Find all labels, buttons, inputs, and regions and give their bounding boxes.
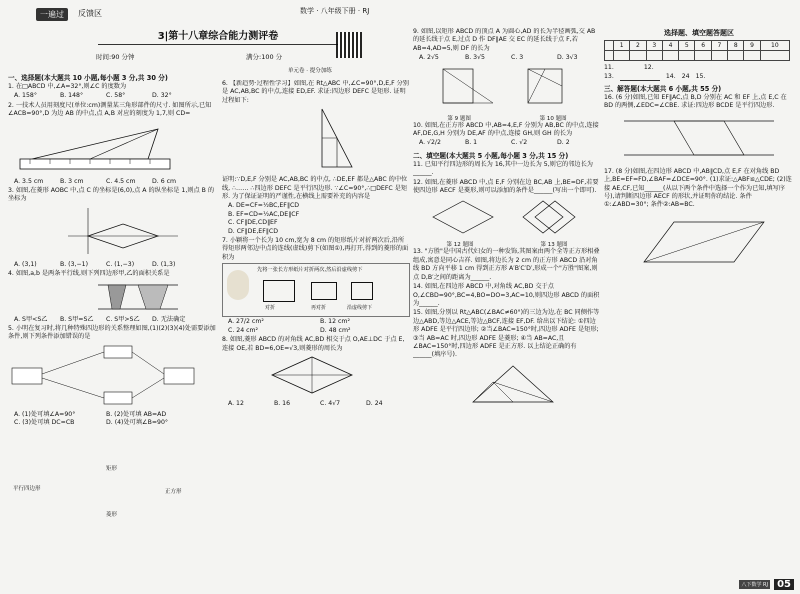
option: C. 58° (106, 92, 126, 100)
answer-col-header: 2 (630, 41, 646, 51)
option: A. DE=CF=½BC,EF∥CD (228, 202, 300, 210)
answer-col-header: 3 (646, 41, 662, 51)
question-3: 3. 如图,在菱形 AOBC 中,点 C 的坐标是(6,0),点 A 的纵坐标是 1,则点 B 的坐标为 (8, 187, 215, 203)
fill-label: 13. (604, 73, 614, 80)
answer-col-header: 4 (662, 41, 678, 51)
right-triangle-figure (222, 107, 408, 171)
option: B. 148° (60, 92, 84, 100)
question-6: 6. 【新趋势·过程性学习】如图,在 Rt△ABC 中,∠C=90°,D,E,F 分别是 AC,AB,BC 的中点,连接 ED,EF. 求证:四边形 DEFC 是矩形. 证明过程如下: (222, 80, 409, 104)
option: B. (3,−1) (60, 260, 89, 268)
answer-cell[interactable] (760, 51, 789, 61)
section-heading: 三、解答题(本大题共 6 小题,共 55 分) (604, 85, 722, 93)
answer-table (604, 40, 790, 61)
figure-caption: 第 9 题图 (447, 115, 471, 122)
option: A. 158° (14, 92, 37, 100)
option: A. 12 (228, 399, 244, 407)
fold-label: 沿虚线剪下 (347, 305, 373, 312)
fill-label: 15. (695, 73, 706, 80)
option: B. 3 cm (60, 177, 84, 185)
option: B. 3√5 (465, 54, 485, 62)
option: A. √2/2 (419, 139, 441, 147)
score-info: 满分:100 分 (246, 53, 283, 61)
option: D. 48 cm² (320, 326, 351, 334)
question-2: 2. 一技术人员用刻度尺(单位:cm)测量某三角形部件的尺寸. 如图所示,已知∠ACB=90°,D 为边 AB 的中点,点 A,B 对应的刻度为 1,7,则 CD= (8, 101, 212, 118)
answer-col-header: 5 (679, 41, 695, 51)
paper-folding-figure (222, 263, 410, 317)
question-12: 12. 如图,在菱形 ABCD 中,点 E,F 分别在边 BC,AB 上,BE=DF,若要使四边形 AECF 是菱形,则可以添加的条件是______(写出一个即可). (413, 178, 599, 195)
option: D. 24 (366, 399, 383, 407)
option: C. 4√7 (320, 399, 341, 407)
answer-col-header: 10 (760, 41, 789, 51)
option: B. (2)处可填 AB=AD (106, 410, 167, 418)
brand-logo: 一遍过 (36, 8, 68, 21)
option: D. 3√3 (557, 54, 578, 62)
qr-code-icon (336, 32, 362, 58)
ruler-figure (8, 121, 208, 173)
column-4 (604, 28, 794, 594)
question-15: 15. 如图,分别以 Rt△ABC(∠BAC≠60°)的三边为边,在 BC 同侧作等边△ABD,等边△ACE,等边△BCF,连接 EF,DF. 给出以下结论: ①四边形 ADFE 是平行四边形; ②当∠BAC=150°时,四边形 ADFE 是矩形; ③当 AB=AC 时,四边形 ADFE 是菱形; ④当 AB=AC,且∠BAC=150°时,四边形 ADFE 是正方形. 以上结论正确的有______(填序号). (413, 309, 600, 359)
answer-cell[interactable] (630, 51, 646, 61)
figure-caption: 第 10 题图 (539, 115, 567, 122)
figure-caption: 第 13 题图 (540, 242, 568, 249)
option: D. 2 (557, 139, 570, 147)
parallel-lines-figure (8, 281, 208, 311)
option: D. (1,3) (152, 260, 176, 268)
q12-q13-figures (413, 197, 599, 237)
option: C. (3)处可填 DC=CB (14, 419, 75, 427)
question-7: 7. 小颖将一个长为 10 cm,宽为 8 cm 的矩形纸片对折两次后,沿所得矩形两邻边中点的连线(虚线)剪下(如图①),再打开,得到的菱形的面积为 (222, 237, 409, 261)
option: D. CF∥DE,EF∥CD (228, 227, 278, 235)
rhombus-coordinate-figure (8, 206, 208, 256)
page-tag: 八下数学 RJ (741, 582, 768, 588)
answer-area-title: 选择题、填空题答题区 (664, 29, 734, 37)
option: C. √2 (511, 139, 528, 147)
question-10: 10. 如图,在正方形 ABCD 中,AB=4,E,F 分别为 AB,BC 的中点,连接 AF,DE,G,H 分别为 DE,AF 的中点,连接 GH,则 GH 的长为 (413, 121, 599, 138)
option: B. 16 (274, 399, 291, 407)
quadrilateral-relation-figure (8, 344, 208, 406)
page-header (0, 0, 800, 28)
question-1: 1. 在□ABCD 中,∠A=32°,则∠C 的度数为 (8, 83, 127, 90)
page-number: 05 (774, 579, 794, 590)
question-17: 17. (8 分)如图,在四边形 ABCD 中,AB∥CD,点 E,F 在对角线 BD 上,BE=EF=FD,∠BAF=∠DCE=90°. (1)求证:△ABF≌△CDE; (2)连接 AE,CF,已知______(从以下两个条件中选择一个作为已知,填写序号),请判断四边形 AECF 的形状,并证明你的结论. 条件①:∠ABD=30°; 条件②:AB=BC. (604, 167, 792, 209)
option: C. S甲>S乙 (106, 315, 140, 323)
question-16: 16. (6 分)如图,已知 EF∥AC,点 B,D 分别在 AC 和 EF 上,点 E,C 在 BD 的两侧,∠EDC=∠CBE. 求证:四边形 BCDE 是平行四边形. (604, 94, 787, 110)
option: A. 2√5 (419, 54, 439, 62)
question-13: 13. "方胜"是中国古代妇女的一种发饰,其图案由两个全等正方形相叠组成,寓意是同心吉祥. 如图,将边长为 2 cm 的正方形 ABCD 沿对角线 BD 方向平移 1 cm 得到正方形 A′B′C′D′,形成一个"方胜"图案,则点 D,B′之间的距离为______. (413, 248, 600, 281)
answer-col-header: 9 (744, 41, 760, 51)
column-3 (413, 28, 601, 594)
answer-cell[interactable] (695, 51, 711, 61)
option: C. 4.5 cm (106, 177, 136, 185)
option: C. 24 cm² (228, 326, 259, 334)
option: A. (1)处可填∠A=90° (14, 410, 76, 418)
question-9: 9. 如图,以矩形 ABCD 的顶点 A 为圆心,AD 的长为半径画弧,交 AB 的延长线于点 E,过点 D 作 DF∥AE 交 EC 的延长线于点 F,若 AB=4,AD=5,则 DF 的长为 (413, 28, 596, 52)
unit-note: 单元卷 · 提分加练 (288, 68, 332, 74)
question-6-proof: 证明:∵D,E,F 分别是 AC,AB,BC 的中点, ∴DE,EF 都是△ABC 的中位线, ∴…… ∴四边形 DEFC 是平行四边形. ∵∠C=90°,∴□DEFC 是矩形. 为了保证证明的严谨性,在横线上需要补充的内容是 (222, 176, 408, 201)
answer-col-header: 7 (711, 41, 727, 51)
page-title: 3|第十八章综合能力测评卷 (98, 27, 338, 45)
question-5: 5. 小明在复习时,将几种特殊四边形的关系整理如图,(1)(2)(3)(4)处需要添加条件,则下列条件添加错误的是 (8, 325, 216, 341)
fig5-square-label: 正方形 (165, 489, 182, 495)
question-11: 11. 已知平行四边形的周长为 16,其中一边长为 5,则它的邻边长为______. (413, 160, 593, 177)
answer-cell[interactable] (679, 51, 695, 61)
q15-figure (413, 362, 599, 406)
fill-label: 11. (604, 64, 614, 71)
fig5-para-label: 平行四边形 (13, 486, 41, 492)
option: C. CF∥DE,CD∥EF (228, 219, 278, 227)
fig5-rhombus-label: 菱形 (106, 512, 118, 518)
option: D. 6 cm (152, 177, 177, 185)
option: B. S甲=S乙 (60, 315, 94, 323)
answer-cell[interactable] (711, 51, 727, 61)
fill-label: 12. (643, 64, 654, 71)
option: A. 3.5 cm (14, 177, 44, 185)
section-heading: 二、填空题(本大题共 5 小题,每小题 3 分,共 15 分) (413, 151, 569, 160)
answer-cell[interactable] (728, 51, 744, 61)
option: B. 12 cm² (320, 318, 350, 326)
figure-caption: 第 12 题图 (446, 242, 474, 249)
option: C. 3 (511, 54, 524, 62)
subject-label: 数学 · 八年级下册 · RJ (300, 7, 370, 15)
option: B. 1 (465, 139, 478, 147)
question-8: 8. 如图,菱形 ABCD 的对角线 AC,BD 相交于点 O,AE⊥DC 于点 E,连接 OE,若 BD=6,OE=√3,则菱形的周长为 (222, 336, 405, 352)
answer-cell[interactable] (614, 51, 630, 61)
option: D. 无法确定 (152, 315, 186, 323)
option: A. 27/2 cm² (228, 318, 264, 326)
fold-label: 对折 (265, 305, 276, 312)
option: A. (3,1) (14, 260, 37, 268)
section-heading: 一、选择题(本大题共 10 小题,每小题 3 分,共 30 分) (8, 74, 168, 82)
rhombus-diagonal-figure (222, 355, 408, 395)
answer-cell[interactable] (646, 51, 662, 61)
folding-steps-text: 先将一张长方形纸片对折两次,然后沿虚线剪下 (257, 267, 363, 274)
option: B. EF=CD=½AC,DE∥CF (228, 210, 300, 218)
q9-q10-figures (413, 65, 599, 111)
fill-answer-14: 24 (681, 73, 690, 80)
question-14: 14. 如图,在四边形 ABCD 中,对角线 AC,BD 交于点 O,∠CBD=90°,BC=4,BO=DO=3,AC=10,则四边形 ABCD 的面积为______. (413, 283, 600, 307)
q17-figure (604, 212, 790, 272)
fold-label: 再对折 (311, 305, 327, 312)
option: D. 32° (152, 92, 172, 100)
option: A. S甲<S乙 (14, 315, 48, 323)
fill-label: 14. (665, 73, 676, 80)
option: D. (4)处可填∠B=90° (106, 419, 168, 427)
time-info: 时间:90 分钟 (96, 53, 135, 61)
q16-figure (604, 113, 790, 163)
answer-col-header: 6 (695, 41, 711, 51)
feedback-area-label: 反馈区 (78, 9, 102, 18)
column-2 (222, 80, 410, 594)
answer-cell[interactable] (662, 51, 678, 61)
fig5-rect-label: 矩形 (106, 466, 118, 472)
answer-cell[interactable] (744, 51, 760, 61)
cartoon-girl-icon (227, 270, 249, 300)
answer-col-header: 8 (728, 41, 744, 51)
answer-col-header: 1 (614, 41, 630, 51)
question-4: 4. 如图,a,b 是两条平行线,则下列四边形甲,乙的面积关系是 (8, 270, 170, 278)
option: C. (1,−3) (106, 260, 135, 268)
